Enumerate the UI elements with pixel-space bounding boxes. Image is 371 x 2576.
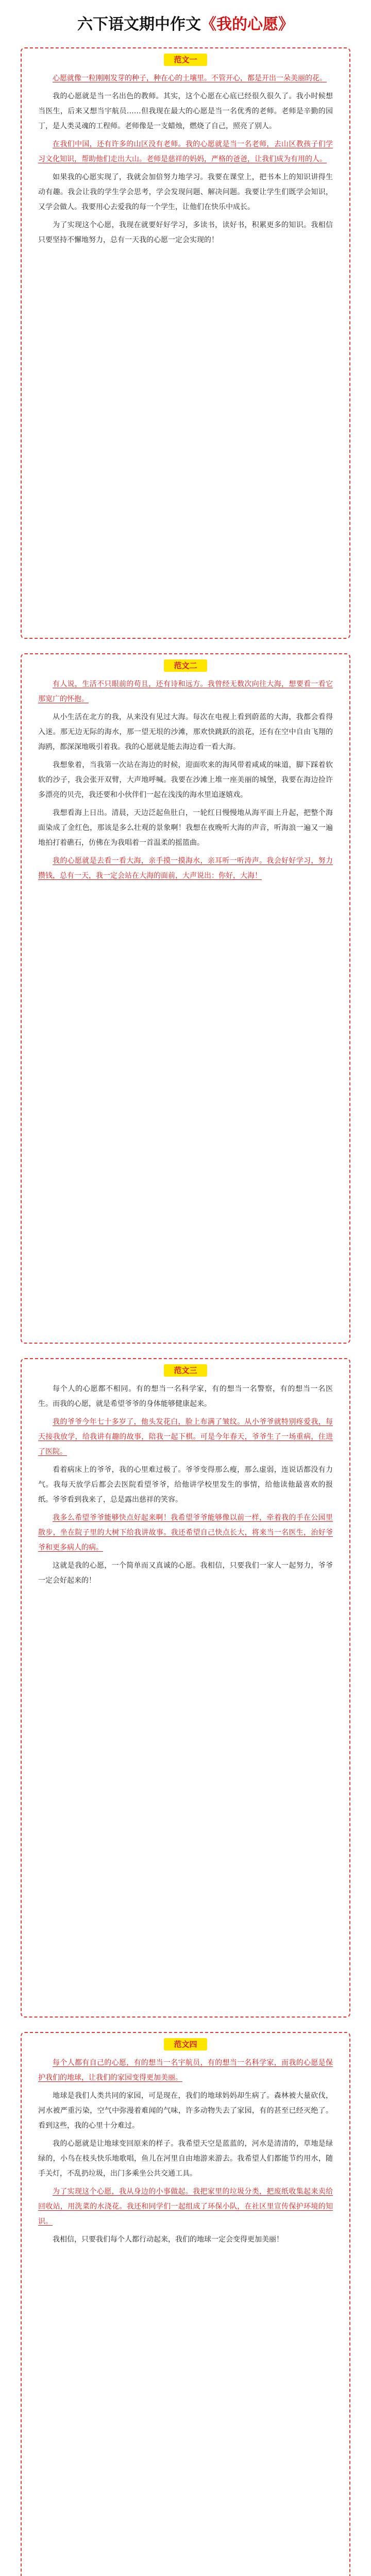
essay-paragraph: 在我们中国，还有许多的山区没有老师。我的心愿就是当一名老师，去山区教孩子们学习文化知识，帮助他们走出大山。老师是慈祥的妈妈，严格的爸爸，让我们成为有用的人。 xyxy=(38,140,333,163)
essay-paragraph: 每个人都有自己的心愿，有的想当一名宇航员，有的想当一名科学家，而我的心愿是保护我们的地球，让我们的家园变得更加美丽。 xyxy=(38,2059,333,2082)
essay-body xyxy=(22,69,349,248)
essay-tag: 范文二 xyxy=(164,659,207,672)
essay-paragraph: 这就是我的心愿，一个简单而又真诚的心愿。我相信，只要我们一家人一起努力，爷爷一定会好起来的！ xyxy=(38,1562,333,1585)
essay-paragraph: 我想看海上日出。清晨，天边泛起鱼肚白，一轮红日慢慢地从海平面上升起，把整个海面染成了金红色，那该是多么壮观的景象啊！我想在夜晚听大海的声音，听海浪一遍又一遍地拍打着礁石，仿佛在为我唱着一首温柔的摇篮曲。 xyxy=(38,809,333,847)
essay-paragraph: 为了实现这个心愿，我现在就要好好学习，多读书，读好书，积累更多的知识。我相信只要坚持不懈地努力，总有一天我的心愿一定会实现的！ xyxy=(38,221,333,244)
essay-paragraph: 我的心愿就是让地球变回原来的样子。我希望天空是蓝蓝的，河水是清清的，草地是绿绿的，小鸟在枝头快乐地歌唱，鱼儿在河里自由地游来游去。我希望人们都能节约用水，随手关灯，不乱扔垃圾，出门多乘坐公共交通工具。 xyxy=(38,2140,333,2178)
title-prefix: 六下语文期中作文 xyxy=(77,15,201,33)
essay-paragraph: 有人说，生活不只眼前的苟且，还有诗和远方。我曾经无数次向往大海，想要看一看它那宽广的怀抱。 xyxy=(38,680,333,703)
title-highlight: 《我的心愿》 xyxy=(201,15,294,33)
essay-paragraph: 心愿就像一粒刚刚发芽的种子，种在心的土壤里。不管开心，都是开出一朵美丽的花。 xyxy=(53,74,327,82)
essay-paragraph: 我想象着，当我第一次站在海边的时候，迎面吹来的海风带着咸咸的味道，脚下踩着软软的沙子，我会张开双臂，大声地呼喊。我要在沙滩上堆一座美丽的城堡，我要在海边捡许多漂亮的贝壳，我还要和小伙伴们一起在浅浅的海水里追逐嬉戏。 xyxy=(38,761,333,799)
essay-paragraph: 为了实现这个心愿，我从身边的小事做起。我把家里的垃圾分类，把废纸收集起来卖给回收站，用洗菜的水浇花。我还和同学们一起组成了环保小队，在社区里宣传保护环境的知识。 xyxy=(38,2188,333,2226)
essay-card xyxy=(21,653,350,1344)
essay-tag: 范文一 xyxy=(164,54,207,66)
essay-body xyxy=(22,2054,349,2247)
essay-body xyxy=(22,1380,349,1588)
essay-card xyxy=(21,2032,350,2576)
essay-paragraph: 如果我的心愿实现了，我就会加倍努力地学习。我要在课堂上，把书本上的知识讲得生动有趣。我会让我的学生学会思考，学会发现问题、解决问题。我要让学生们既学会知识，又学会做人。我要用心去爱我的每一个学生，让他们在快乐中成长。 xyxy=(38,173,333,211)
essay-tag: 范文四 xyxy=(164,2038,207,2050)
essay-paragraph: 我的心愿就是当一名出色的教师。其实，这个心愿在心底已经很久很久了。我小时候想当医生，后来又想当宇航员……但我现在最大的心愿是当一名优秀的老师。老师是辛勤的园丁，是人类灵魂的工程师。老师像是一支蜡烛，燃烧了自己，照亮了别人。 xyxy=(38,92,333,130)
essay-paragraph: 我相信，只要我们每个人都行动起来，我们的地球一定会变得更加美丽！ xyxy=(53,2235,283,2244)
essay-card xyxy=(21,1358,350,2018)
essay-tag: 范文三 xyxy=(164,1364,207,1377)
page-title xyxy=(0,0,371,47)
essay-paragraph: 每个人的心愿都不相同。有的想当一名科学家，有的想当一名警察，有的想当一名医生。而我的心愿，就是希望爷爷的身体能够健康起来。 xyxy=(38,1385,333,1408)
essay-paragraph: 地球是我们人类共同的家园，可是现在，我们的地球妈妈却生病了。森林被大量砍伐，河水被严重污染，空气中弥漫着难闻的气味，许多动物失去了家园，有的甚至已经灭绝了。看到这些，我的心里十分难过。 xyxy=(38,2092,333,2130)
essay-paragraph: 我多么希望爷爷能够快点好起来啊！我希望爷爷能够像以前一样，牵着我的手在公园里散步，坐在院子里的大树下给我讲故事。我还希望自己快点长大，将来当一名医生，治好爷爷和更多病人的病。 xyxy=(38,1514,333,1552)
essay-paragraph: 我的爷爷今年七十多岁了，他头发花白，脸上布满了皱纹。从小爷爷就特别疼爱我，每天接我放学，给我讲有趣的故事，陪我一起下棋。可是今年春天，爷爷生了一场重病，住进了医院。 xyxy=(38,1418,333,1456)
essay-paragraph: 我的心愿就是去看一看大海，亲手摸一摸海水，亲耳听一听涛声。我会好好学习，努力攒钱，总有一天，我一定会站在大海的面前，大声说出：你好，大海！ xyxy=(38,857,333,880)
essay-paragraph: 看着病床上的爷爷，我的心里难过极了。爷爷变得那么瘦，那么虚弱，连说话都没有力气。我每天放学后都会去医院看望爷爷，给他讲学校里发生的事情，给他读他最喜欢的报纸。爷爷看到我来了，总是露出慈祥的笑容。 xyxy=(38,1466,333,1504)
essay-body xyxy=(22,675,349,884)
essay-card xyxy=(21,47,350,639)
essay-paragraph: 从小生活在北方的我，从来没有见过大海。每次在电视上看到蔚蓝的大海，我都会看得入迷。那无边无际的海水，那一望无垠的沙滩，那欢快跳跃的浪花，还有在空中自由飞翔的海鸥，都深深地吸引着我。我的心愿就是能去海边看一看大海。 xyxy=(38,713,333,751)
